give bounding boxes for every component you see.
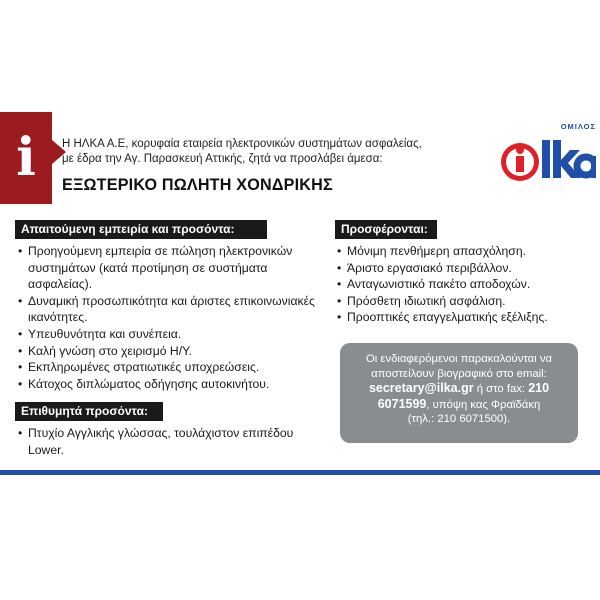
list-item: • Πρόσθετη ιδιωτική ασφάλιση. [337,293,597,310]
desired-heading: Επιθυμητά προσόντα: [15,402,163,421]
contact-fax-b: 6071599 [377,396,427,411]
intro-line-1: Η ΗΛΚΑ Α.Ε, κορυφαία εταιρεία ηλεκτρονικών συστημάτων ασφαλείας, [62,138,422,150]
info-badge [0,112,52,204]
intro-line-2: με έδρα την Αγ. Παρασκευή Αττικής, ζητά να προσλάβει άμεσα: [62,153,383,165]
contact-fax-prefix: ή στο fax: [473,383,529,396]
list-item: • Ανταγωνιστικό πακέτο αποδοχών. [337,276,597,293]
list-item: • Άριστο εργασιακό περιβάλλον. [337,260,597,277]
contact-line-4 [350,397,568,413]
list-item: • Δυναμική προσωπικότητα και άριστες επικοινωνιακές ικανότητες. [18,293,318,326]
job-title: ΕΞΩΤΕΡΙΚΟ ΠΩΛΗΤΗ ΧΟΝΔΡΙΚΗΣ [62,175,333,194]
list-item: • Προοπτικές επαγγελματικής εξέλιξης. [337,309,597,326]
offers-heading: Προσφέρονται: [335,220,437,239]
contact-phone: (τηλ.: 210 6071500). [407,413,511,426]
list-item: • Εκπληρωμένες στρατιωτικές υποχρεώσεις. [18,359,318,376]
intro-text [62,137,482,167]
list-item: • Προηγούμενη εμπειρία σε πώληση ηλεκτρονικών συστημάτων (κατά προτίμηση σε συστήματα ασφαλείας). [18,243,318,293]
info-icon: i [16,127,36,188]
list-item: • Υπευθυνότητα και συνέπεια. [18,326,318,343]
contact-line-3 [350,381,568,397]
contact-line-1: Οι ενδιαφερόμενοι παρακαλούνται να [365,353,553,365]
contact-fax-a: 210 [528,381,550,396]
ilka-logo-mark [500,130,596,188]
bottom-rule [0,470,600,475]
contact-box [340,343,578,443]
contact-email[interactable]: secretary@ilka.gr [368,381,474,396]
ilka-logo [500,122,596,188]
desired-list [18,425,318,458]
contact-attention: , υπόψη κας Φραϊδάκη [426,398,541,411]
list-item: • Καλή γνώση στο χειρισμό Η/Υ. [18,343,318,360]
contact-line-2: αποστείλουν βιογραφικό στο email: [371,367,547,380]
logo-group-label: ΟΜΙΛΟΣ [560,122,596,131]
requirements-list [18,243,318,392]
list-item: • Πτυχίο Αγγλικής γλώσσας, τουλάχιστον επιπέδου Lower. [18,425,318,458]
list-item: • Μόνιμη πενθήμερη απασχόληση. [337,243,597,260]
list-item: • Κάτοχος διπλώματος οδήγησης αυτοκινήτου. [18,376,318,393]
requirements-heading: Απαιτούμενη εμπειρία και προσόντα: [15,220,267,239]
offers-list [337,243,597,326]
